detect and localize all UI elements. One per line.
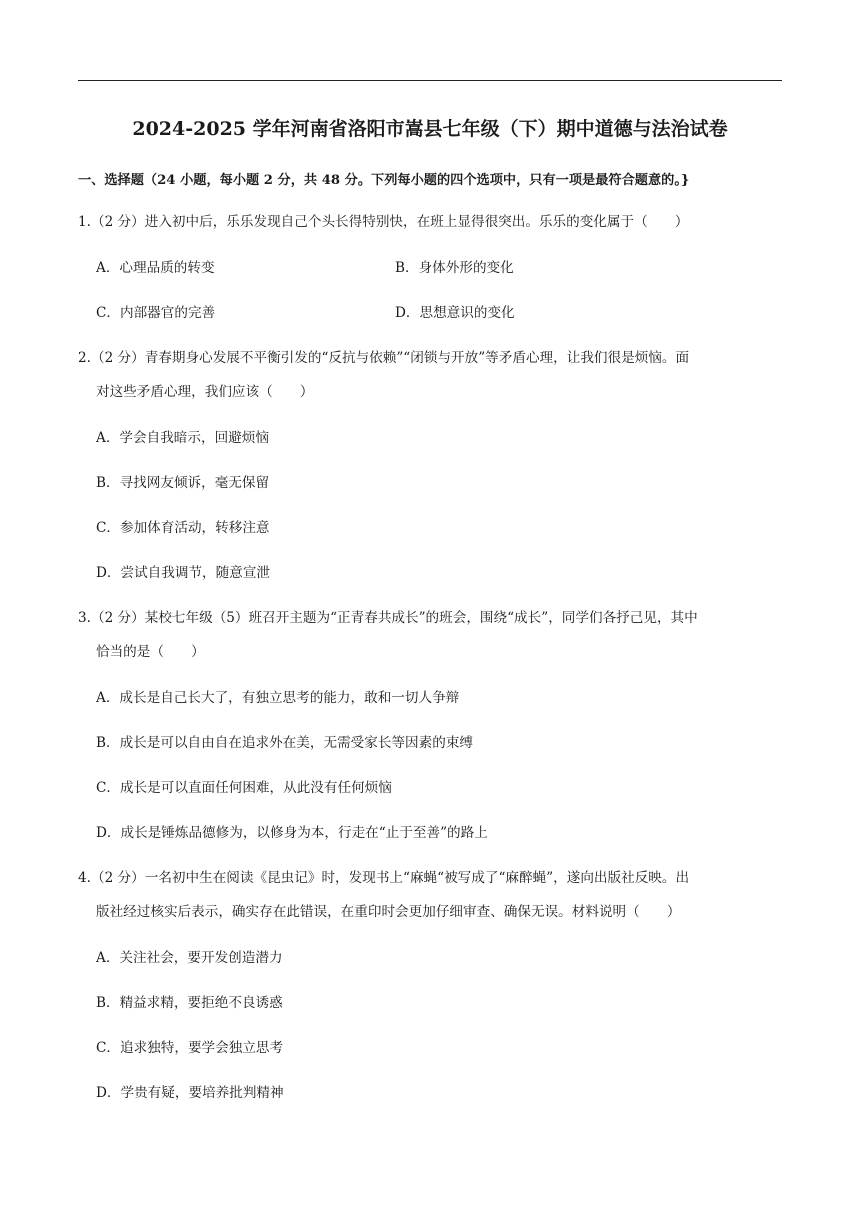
question-4-option-d: D．学贵有疑，要培养批判精神 — [96, 1085, 284, 1101]
page-title: 2024-2025 学年河南省洛阳市嵩县七年级（下）期中道德与法治试卷 — [132, 118, 728, 140]
question-2-text-line-1: 2.（2 分）青春期身心发展不平衡引发的“反抗与依赖”“闭锁与开放”等矛盾心理，让我们很是烦恼。面 — [78, 350, 690, 366]
question-3-text-line-2: 恰当的是（ ） — [96, 644, 205, 660]
question-1-option-b: B．身体外形的变化 — [395, 260, 514, 276]
question-1-text: 1.（2 分）进入初中后，乐乐发现自己个头长得特别快，在班上显得很突出。乐乐的变化属于（ ） — [78, 214, 689, 230]
question-2-text-line-2: 对这些矛盾心理，我们应该（ ） — [96, 384, 314, 400]
question-2-option-d: D．尝试自我调节，随意宣泄 — [96, 565, 271, 581]
question-3-option-c: C．成长是可以直面任何困难，从此没有任何烦恼 — [96, 780, 392, 796]
question-2-option-a: A．学会自我暗示，回避烦恼 — [96, 430, 269, 446]
question-4-text-line-1: 4.（2 分）一名初中生在阅读《昆虫记》时，发现书上“麻蝇“被写成了“麻醉蝇”，遂向出版社反映。出 — [78, 870, 690, 886]
question-1-option-d: D．思想意识的变化 — [395, 305, 515, 321]
question-3-text-line-1: 3.（2 分）某校七年级（5）班召开主题为“正青春共成长”的班会，围绕“成长”，同学们各抒己见，其中 — [78, 610, 698, 626]
header-rule — [78, 80, 782, 81]
question-3-option-a: A．成长是自己长大了，有独立思考的能力，敢和一切人争辩 — [96, 690, 460, 706]
question-2-option-b: B．寻找网友倾诉，毫无保留 — [96, 475, 270, 491]
question-3-option-d: D．成长是锤炼品德修为，以修身为本，行走在“止于至善”的路上 — [96, 825, 488, 841]
question-1-option-c: C．内部器官的完善 — [96, 305, 216, 321]
section-heading: 一、选择题（24 小题，每小题 2 分，共 48 分。下列每小题的四个选项中，只有一项是最符合题意的。} — [78, 173, 690, 188]
question-4-option-b: B．精益求精，要拒绝不良诱惑 — [96, 995, 283, 1011]
question-4-option-a: A．关注社会，要开发创造潜力 — [96, 950, 283, 966]
question-1-option-a: A．心理品质的转变 — [96, 260, 215, 276]
question-2-option-c: C．参加体育活动，转移注意 — [96, 520, 270, 536]
question-4-option-c: C．追求独特，要学会独立思考 — [96, 1040, 284, 1056]
question-3-option-b: B．成长是可以自由自在追求外在美，无需受家长等因素的束缚 — [96, 735, 474, 751]
question-4-text-line-2: 版社经过核实后表示，确实存在此错误，在重印时会更加仔细审查、确保无误。材料说明（ ） — [96, 904, 681, 920]
